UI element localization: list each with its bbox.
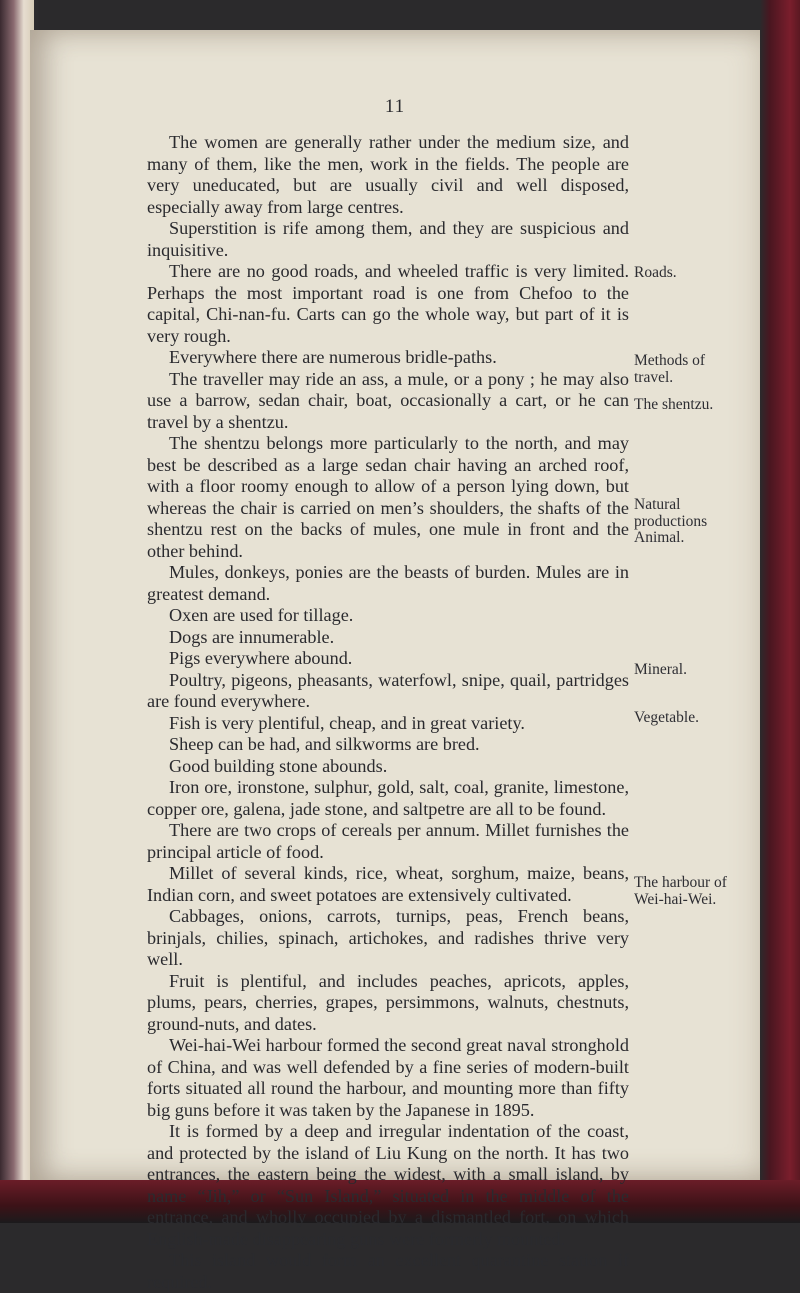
paragraph: Fish is very plentiful, cheap, and in great variety. xyxy=(169,712,525,733)
paragraph: Sheep can be had, and silkworms are bred. xyxy=(169,734,480,754)
paragraph: Pigs everywhere abound. xyxy=(169,648,353,668)
paragraph: The traveller may ride an ass, a mule, or a pony ; he may also use a barrow, sedan chair, boat, occasionally a cart, or he can travel by a shentzu. xyxy=(147,368,629,432)
body-text xyxy=(147,132,629,1293)
paragraph: The shentzu belongs more particularly to the north, and may best be described as a large sedan chair having an arched roof, with a floor roomy enough to allow of a person lying down, but whereas the chair is carried on men’s shoulders, the shafts of the shentzu rest on the backs of mules, one mule in front and the other behind. xyxy=(147,433,629,561)
margin-note-shentzu: The shentzu. xyxy=(634,396,714,413)
paragraph: This island would form an excellent quarantine station if required. xyxy=(147,1250,629,1292)
margin-note-vegetable: Vegetable. xyxy=(634,709,699,726)
paragraph: Iron ore, ironstone, sulphur, gold, salt, coal, granite, limestone, copper ore, galena, jade stone, and saltpetre are all to be found. xyxy=(147,777,629,819)
paragraph: It is formed by a deep and irregular indentation of the coast, and protected by the island of Liu Kung on the north. It has two entrances, the eastern being the widest, with a small island, by name “Jih,” or “Sun Island,” situated in the middle of the entrance, and wholly occupied by a dismantled fort, on which English-made disappearing guns were formerly mounted. xyxy=(147,1121,629,1249)
margin-note-roads: Roads. xyxy=(634,264,677,281)
paragraph: The women are generally rather under the medium size, and many of them, like the men, work in the fields. The people are very uneducated, but are usually civil and well disposed, especially away from large centres. xyxy=(147,132,629,217)
book-spine xyxy=(0,0,34,1223)
book-page xyxy=(30,30,760,1292)
paragraph: Good building stone abounds. xyxy=(169,755,388,776)
paragraph: Fruit is plentiful, and includes peaches, apricots, apples, plums, pears, cherries, grapes, persimmons, walnuts, chestnuts, ground-nuts, and dates. xyxy=(147,970,629,1034)
margin-note-methods-of-travel: Methods of travel. xyxy=(634,352,706,386)
page-number: 11 xyxy=(384,96,406,117)
margin-note-harbour: The harbour of Wei-hai-Wei. xyxy=(634,874,727,908)
margin-note-natural-productions: Natural productions Animal. xyxy=(634,496,708,546)
paragraph: Wei-hai-Wei harbour formed the second great naval stronghold of China, and was well defended by a fine series of modern-built forts situated all round the harbour, and mounting more than fifty big guns before it was taken by the Japanese in 1895. xyxy=(147,1035,629,1120)
paragraph: Dogs are innumerable. xyxy=(169,626,335,647)
paragraph: There are no good roads, and wheeled traffic is very limited. Perhaps the most important road is one from Chefoo to the capital, Chi-nan-fu. Carts can go the whole way, but part of it is very rough. xyxy=(147,261,629,346)
paragraph: Millet of several kinds, rice, wheat, sorghum, maize, beans, Indian corn, and sweet potatoes are extensively cultivated. xyxy=(147,863,629,905)
paragraph: Poultry, pigeons, pheasants, waterfowl, snipe, quail, partridges are found everywhere. xyxy=(147,669,629,711)
paragraph: Mules, donkeys, ponies are the beasts of burden. Mules are in greatest demand. xyxy=(147,562,629,604)
paragraph: Cabbages, onions, carrots, turnips, peas, French beans, brinjals, chilies, spinach, artichokes, and radishes thrive very well. xyxy=(147,906,629,969)
paragraph: Superstition is rife among them, and they are suspicious and inquisitive. xyxy=(147,218,629,260)
paragraph: There are two crops of cereals per annum. Millet furnishes the principal article of food. xyxy=(147,820,629,862)
paragraph: Everywhere there are numerous bridle-paths. xyxy=(169,347,497,367)
paragraph: Oxen are used for tillage. xyxy=(169,605,354,625)
margin-note-mineral: Mineral. xyxy=(634,661,687,678)
